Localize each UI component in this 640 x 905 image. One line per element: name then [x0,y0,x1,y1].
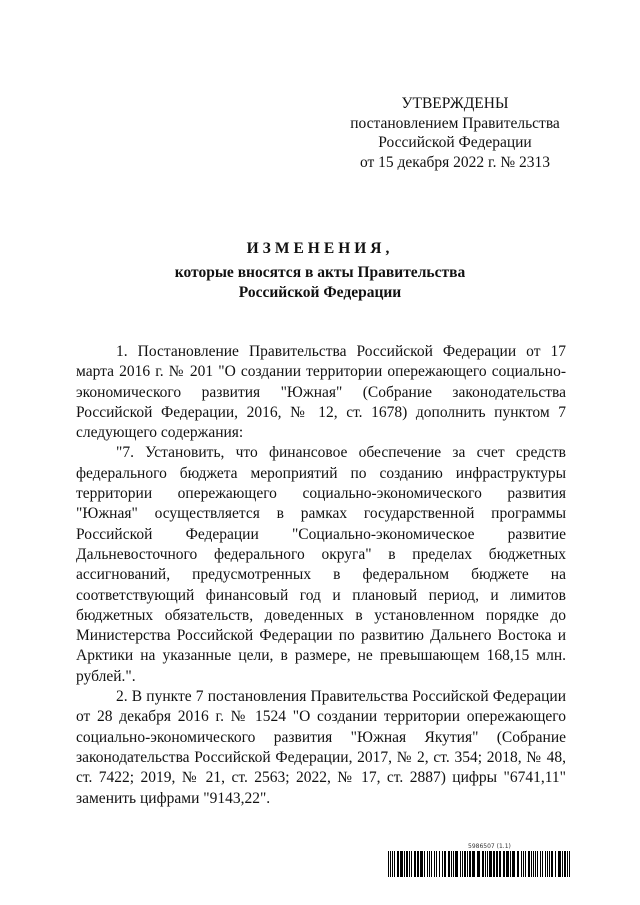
barcode-bar [531,851,532,877]
barcode-bar [469,851,471,877]
barcode-bar [482,851,484,877]
approval-title: УТВЕРЖДЕНЫ [401,95,509,112]
barcode-bar [489,851,492,877]
barcode-icon [388,851,572,877]
barcode-bar [523,851,524,877]
barcode-bar [427,851,428,877]
barcode-bar [477,851,480,877]
barcode-bar [537,851,538,877]
barcode-bar [547,851,548,877]
barcode-bar [472,851,475,877]
paragraph-item-1-quote: "7. Установить, что финансовое обеспечение за счет средств федерального бюджета мероприятий по созданию инфраструктуры территории опережающего социально-экономического развития "Южная" осуществляется в рамках государственной программы Российской Федерации "Социально-экономическое развитие Дальневосточного федерального округа" в пределах бюджетных ассигнований, предусмотренных в федеральном бюджете на соответствующий финансовый год и плановый период, и лимитов бюджетных обязательств, доведенных в установленном порядке до Министерства Российской Федерации по развитию Дальнего Востока и Арктики на указанные цели, в размере, не превышающем 168,15 млн. рублей.". [76,444,566,685]
barcode-bar [503,851,505,877]
barcode-bar [551,851,553,877]
barcode-bar [535,851,536,877]
barcode-bar [564,851,566,877]
barcode-bar [442,851,443,877]
paragraph-item-2: 2. В пункте 7 постановления Правительства Российской Федерации от 28 декабря 2016 г. № 1524 "О создании территории опережающего социально-экономического развития "Южная Якутия" (Собрание законодательства Российской Федерации, 2017, № 2, ст. 354; 2018, № 48, ст. 7422; 2019, № 21, ст. 2563; 2022, № 17, ст. 2887) цифры "6741,11" заменить цифрами "9143,22". [76,688,566,807]
barcode-bar [424,851,425,877]
barcode-bar [406,851,408,877]
barcode-bar [439,851,440,877]
barcode-bar [462,851,463,877]
barcode-bar [512,851,515,877]
barcode-bar [392,851,393,877]
barcode-bar [485,851,486,877]
barcode-bar [506,851,509,877]
barcode-bar [542,851,543,877]
barcode-bar [436,851,437,877]
approval-line-1: постановлением Правительства [350,114,560,132]
barcode-bar [510,851,511,877]
approval-line-3: от 15 декабря 2022 г. № 2313 [359,153,551,171]
barcode-bar [400,851,403,877]
barcode-bar [567,851,568,877]
barcode-bar [545,851,546,877]
barcode-bar [390,851,391,877]
paragraph-item-1: 1. Постановление Правительства Российской Федерации от 17 марта 2016 г. № 201 "О создании территории опережающего социально-экономического развития "Южная" (Собрание законодательства Российской Федерации, 2016, № 12, ст. 1678) дополнить пунктом 7 следующего содержания: [76,343,566,442]
document-body [76,342,566,809]
barcode-bar [453,851,454,877]
barcode-bar [540,851,541,877]
barcode-bar [431,851,432,877]
barcode-bar [434,851,435,877]
barcode-bar [455,851,458,877]
barcode-bar [464,851,466,877]
barcode-bar [460,851,461,877]
barcode-bar [429,851,430,877]
barcode-bar [394,851,395,877]
barcode-bar [404,851,405,877]
barcode-bar [411,851,412,877]
barcode-bar [487,851,488,877]
document-subtitle-line-1: которые вносятся в акты Правительства [174,264,466,281]
barcode-bar [555,851,556,877]
barcode-bar [467,851,468,877]
barcode-bar [517,851,519,877]
approval-block [330,94,580,172]
barcode-bar [417,851,419,877]
barcode-bar [409,851,410,877]
barcode-bar [562,851,563,877]
barcode-bar [558,851,561,877]
barcode-bar [496,851,498,877]
barcode-bar [528,851,530,877]
barcode-block [388,843,572,877]
barcode-bar [521,851,522,877]
barcode-bar [444,851,446,877]
document-title: ИЗМЕНЕНИЯ, [246,240,394,257]
barcode-bar [569,851,570,877]
barcode-bar [525,851,526,877]
approval-line-2: Российской Федерации [378,134,532,151]
barcode-bar [414,851,416,877]
barcode-bar [448,851,450,877]
barcode-bar [451,851,452,877]
barcode-bar [549,851,550,877]
barcode-bar [493,851,495,877]
barcode-bar [499,851,501,877]
document-subtitle [0,263,640,302]
barcode-bar [533,851,534,877]
barcode-bar [420,851,423,877]
barcode-number: 5986507 (1.1) [468,843,511,850]
barcode-bar [388,851,389,877]
barcode-bar [397,851,399,877]
document-subtitle-line-2: Российской Федерации [238,283,402,301]
